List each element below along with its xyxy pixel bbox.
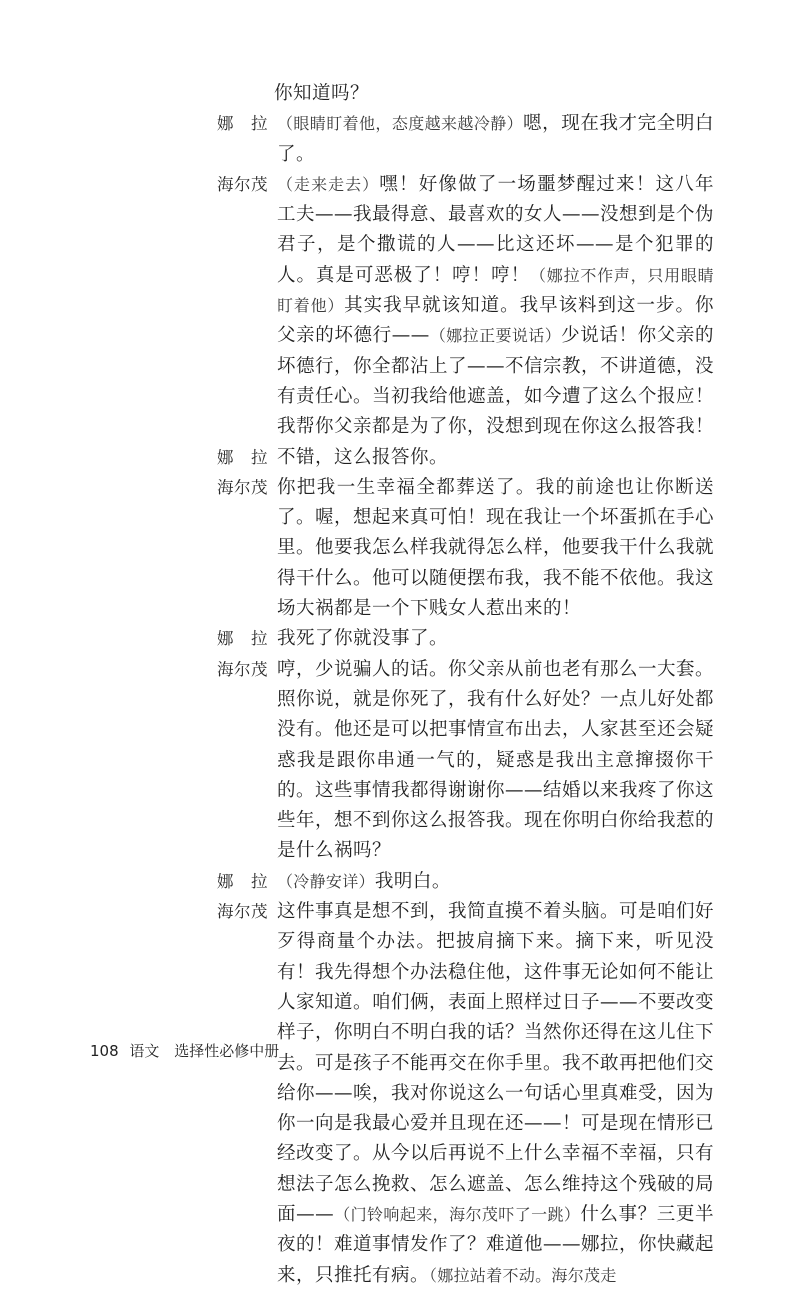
speaker-name: 海尔茂 <box>217 659 268 679</box>
speaker-name: 海尔茂 <box>217 174 268 194</box>
dialogue-line <box>214 655 714 867</box>
speaker-name: 海尔茂 <box>217 477 268 497</box>
dialogue-text <box>274 79 714 109</box>
stage-direction: （冷静安详） <box>277 871 375 891</box>
stage-direction: （娜拉站着不动。海尔茂走 <box>429 1265 617 1285</box>
page-number: 108 <box>90 1042 119 1060</box>
speech-text: 这件事真是想不到，我简直摸不着头脑。可是咱们好歹得商量个办法。把披肩摘下来。摘下来，听见没有！我先得想个办法稳住他，这件事无论如何不能让人家知道。咱们俩，表面上照样过日子——不要改变样子，你明白不明白我的话？当然你还得在这儿住下去。可是孩子不能再交在你手里。我不敢再把他们交给你——唉，我对你说这么一句话心里真难受，因为你一向是我最心爱并且现在还——！可是现在情形已经改变了。从今以后再说不上什么幸福不幸福，只有想法子怎么挽救、怎么遮盖、怎么维持这个残破的局面—— <box>277 901 715 1225</box>
dialogue-text <box>277 170 714 443</box>
dialogue-text <box>277 624 714 654</box>
speaker-name: 娜 拉 <box>217 871 268 891</box>
dialogue-line <box>214 79 714 109</box>
speech-text: 哼，少说骗人的话。你父亲从前也老有那么一大套。照你说，就是你死了，我有什么好处？一点儿好处都没有。他还是可以把事情宣布出去，人家甚至还会疑惑我是跟你串通一气的，疑惑是我出主意撺掇你干的。这些事情我都得谢谢你——结婚以来我疼了你这些年，想不到你这么报答我。现在你明白你给我惹的是什么祸吗？ <box>277 658 715 862</box>
speech-text: 你把我一生幸福全都葬送了。我的前途也让你断送了。喔，想起来真可怕！现在我让一个坏蛋抓在手心里。他要我怎么样我就得怎么样，他要我干什么我就得干什么。他可以随便摆布我，我不能不依他。我这场大祸都是一个下贱女人惹出来的！ <box>277 476 715 620</box>
stage-direction: （娜拉正要说话） <box>429 326 562 346</box>
book-title: 选择性必修中册 <box>174 1042 280 1060</box>
subject-label: 语文 <box>129 1042 160 1060</box>
speech-text: 嘿！好像做了一场噩梦醒过来！这八年工夫——我最得意、最喜欢的女人——没想到是个伪君子，是个撒谎的人——比这还坏——是个犯罪的人。真是可恶极了！哼！哼！ <box>277 173 715 286</box>
stage-direction: （娜拉不作声，只用眼睛盯着他） <box>277 265 714 316</box>
dialogue-text <box>277 473 714 624</box>
speech-text: 其实我早就该知道。我早该料到这一步。你父亲的坏德行—— <box>277 295 714 347</box>
dialogue-text <box>277 655 714 867</box>
dialogue-text <box>277 443 714 473</box>
speech-text: 嗯，现在我才完全明白了。 <box>277 113 714 165</box>
speaker-name: 海尔茂 <box>217 902 268 922</box>
speech-text: 我明白。 <box>374 870 451 892</box>
script-text <box>214 79 714 1291</box>
speaker-name: 娜 拉 <box>217 629 268 649</box>
speech-text: 我死了你就没事了。 <box>277 628 449 650</box>
dialogue-line <box>214 170 714 443</box>
stage-direction: （眼睛盯着他，态度越来越冷静） <box>277 114 524 134</box>
stage-direction: （门铃响起来，海尔茂吓了一跳） <box>334 1204 581 1224</box>
page-footer <box>90 1040 279 1061</box>
dialogue-line <box>214 443 714 473</box>
dialogue-line <box>214 867 714 897</box>
speech-text: 你知道吗？ <box>274 83 370 104</box>
speaker-name: 娜 拉 <box>217 114 268 134</box>
speech-text: 少说话！你父亲的坏德行，你全都沾上了——不信宗教，不讲道德，没有责任心。当初我给他遮盖，如今遭了这么个报应！我帮你父亲都是为了你，没想到现在你这么报答我！ <box>277 325 715 438</box>
speaker-name: 娜 拉 <box>217 447 268 467</box>
stage-direction: （走来走去） <box>277 174 380 194</box>
speech-text: 不错，这么报答你。 <box>277 446 449 468</box>
speech-text: 什么事？三更半夜的！难道事情发作了？难道他——娜拉，你快藏起来，只推托有病。 <box>277 1203 715 1286</box>
dialogue-line <box>214 473 714 624</box>
dialogue-line <box>214 624 714 654</box>
dialogue-text <box>277 897 714 1291</box>
dialogue-text <box>277 109 714 170</box>
dialogue-line <box>214 897 714 1291</box>
dialogue-text <box>277 867 714 897</box>
dialogue-line <box>214 109 714 170</box>
